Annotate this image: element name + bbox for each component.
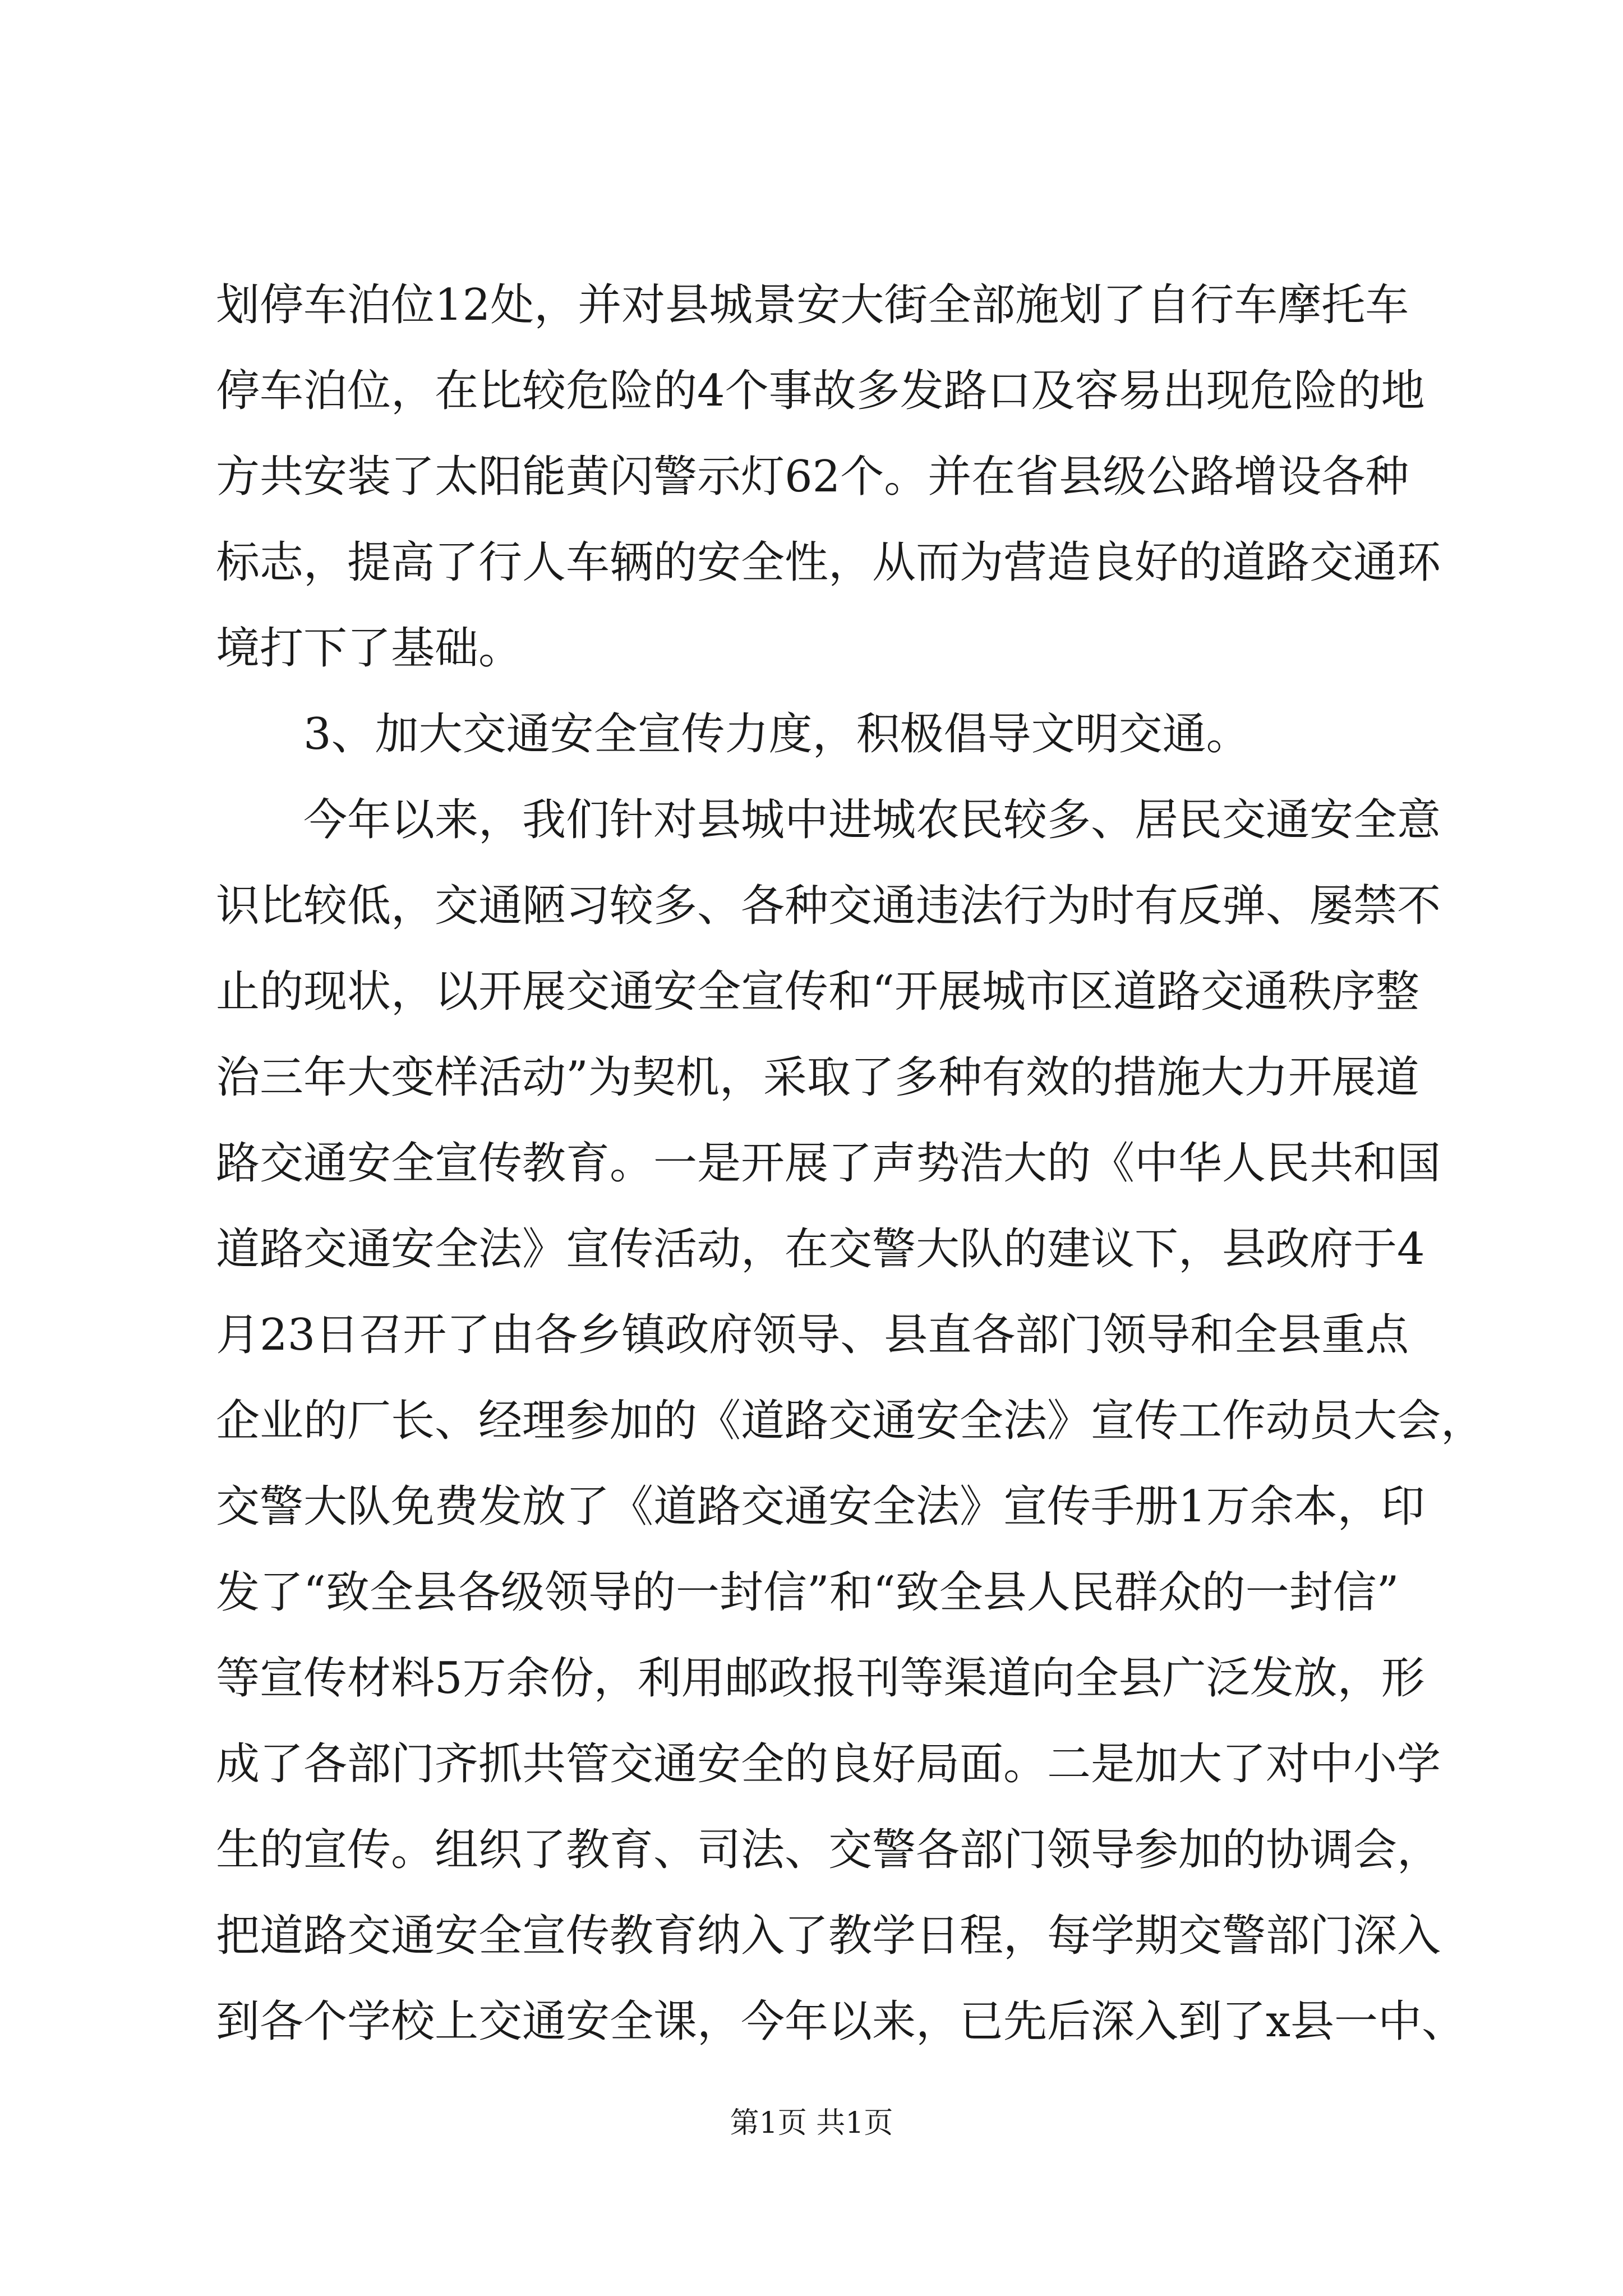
body-line: 生的宣传。组织了教育、司法、交警各部门领导参加的协调会， <box>216 1825 1441 1875</box>
body-line: 到各个学校上交通安全课，今年以来，已先后深入到了x县一中、 <box>216 1996 1465 2047</box>
body-line: 识比较低，交通陋习较多、各种交通违法行为时有反弹、屡禁不 <box>216 881 1441 931</box>
body-line: 把道路交通安全宣传教育纳入了教学日程，每学期交警部门深入 <box>216 1911 1441 1961</box>
body-line: 停车泊位，在比较危险的4个事故多发路口及容易出现危险的地 <box>216 366 1425 416</box>
body-line: 等宣传材料5万余份，利用邮政报刊等渠道向全县广泛发放，形 <box>216 1653 1425 1704</box>
body-line: 成了各部门齐抓共管交通安全的良好局面。二是加大了对中小学 <box>216 1739 1441 1789</box>
body-line: 企业的厂长、经理参加的《道路交通安全法》宣传工作动员大会， <box>216 1396 1485 1446</box>
document-body <box>216 263 1485 2065</box>
page-footer: 第1页 共1页 <box>730 2106 893 2140</box>
body-line: 划停车泊位12处，并对县城景安大街全部施划了自行车摩托车 <box>216 280 1409 330</box>
body-line: 路交通安全宣传教育。一是开展了声势浩大的《中华人民共和国 <box>216 1138 1441 1189</box>
body-line: 止的现状，以开展交通安全宣传和“开展城市区道路交通秩序整 <box>216 967 1419 1017</box>
body-line: 方共安装了太阳能黄闪警示灯62个。并在省县级公路增设各种 <box>216 452 1409 502</box>
section-heading: 3、加大交通安全宣传力度，积极倡导文明交通。 <box>303 709 1250 760</box>
paragraph-start-line: 今年以来，我们针对县城中进城农民较多、居民交通安全意 <box>303 795 1441 845</box>
body-line: 发了“致全县各级领导的一封信”和“致全县人民群众的一封信” <box>216 1567 1399 1618</box>
body-line: 交警大队免费发放了《道路交通安全法》宣传手册1万余本，印 <box>216 1481 1425 1532</box>
body-line: 月23日召开了由各乡镇政府领导、县直各部门领导和全县重点 <box>216 1310 1409 1360</box>
body-line: 境打下了基础。 <box>216 623 523 674</box>
body-line: 道路交通安全法》宣传活动，在交警大队的建议下，县政府于4 <box>216 1224 1425 1274</box>
body-line: 治三年大变样活动”为契机，采取了多种有效的措施大力开展道 <box>216 1052 1419 1103</box>
body-line: 标志，提高了行人车辆的安全性，从而为营造良好的道路交通环 <box>216 537 1441 588</box>
